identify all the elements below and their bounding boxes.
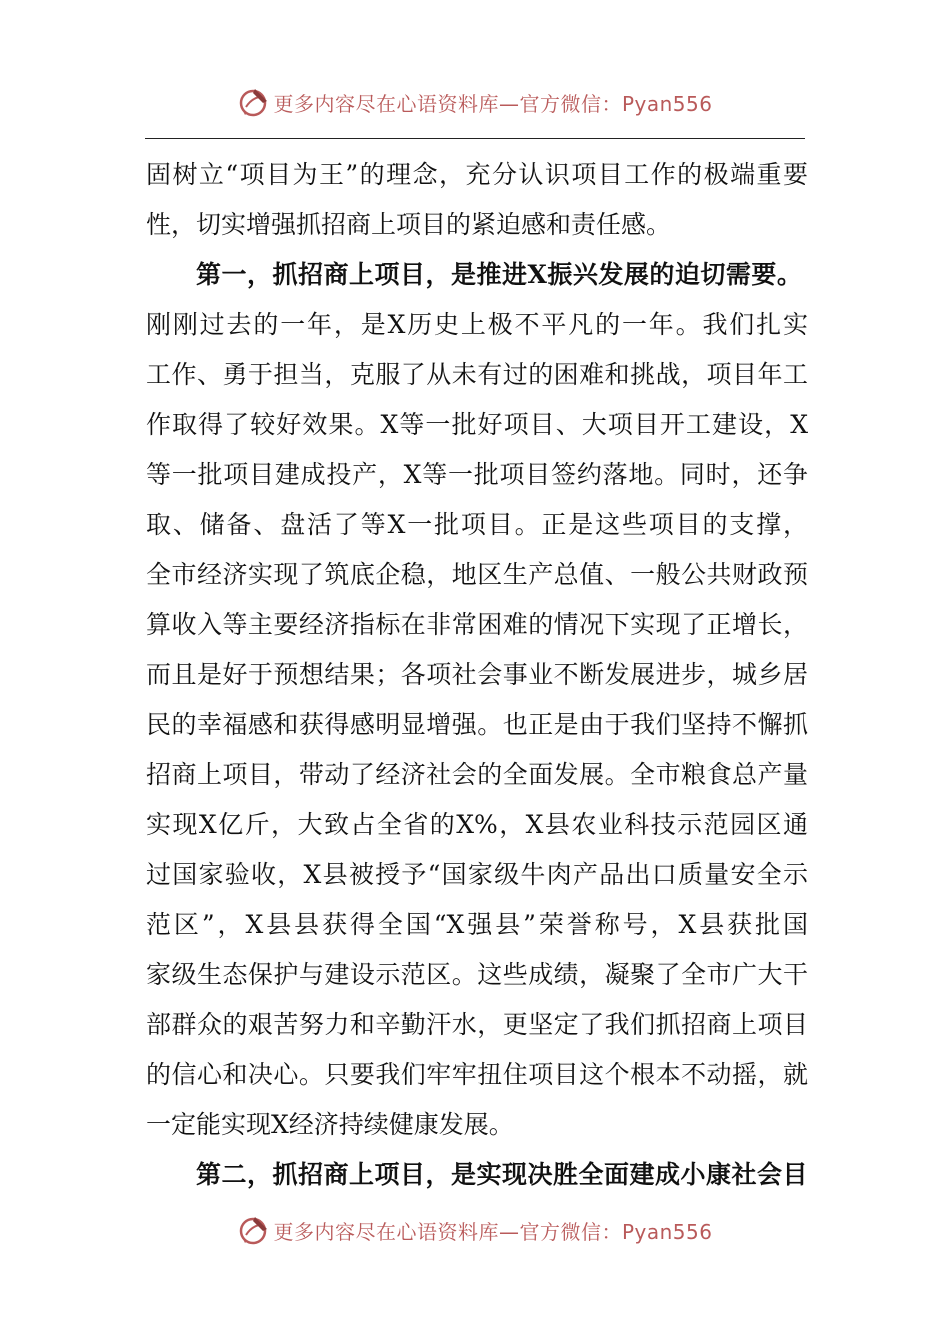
- body-line: 全市经济实现了筑底企稳，地区生产总值、一般公共财政预: [146, 560, 808, 589]
- section-heading-2: 第二，抓招商上项目，是实现决胜全面建成小康社会目: [196, 1160, 809, 1189]
- footer-banner: [0, 1210, 950, 1250]
- body-line: 固树立“项目为王”的理念，充分认识项目工作的极端重要: [146, 160, 808, 189]
- body-line: 部群众的艰苦努力和辛勤汗水，更坚定了我们抓招商上项目: [146, 1010, 808, 1039]
- body-line: 而且是好于预想结果；各项社会事业不断发展进步，城乡居: [146, 660, 808, 689]
- body-line: 实现X亿斤，大致占全省的X%，X县农业科技示范园区通: [146, 810, 808, 839]
- document-body: [146, 150, 808, 1200]
- body-line: 性，切实增强抓招商上项目的紧迫感和责任感。: [146, 210, 672, 239]
- body-line: 范区”，X县县获得全国“X强县”荣誉称号，X县获批国: [146, 910, 808, 939]
- body-line: 算收入等主要经济指标在非常困难的情况下实现了正增长，: [146, 610, 808, 639]
- pen-circle-logo-icon: [237, 85, 271, 119]
- body-line: 工作、勇于担当，克服了从未有过的困难和挑战，项目年工: [146, 360, 808, 389]
- body-line: 等一批项目建成投产，X等一批项目签约落地。同时，还争: [146, 460, 808, 489]
- section-heading-1: 第一，抓招商上项目，是推进X振兴发展的迫切需要。: [196, 260, 803, 289]
- body-line: 一定能实现X经济持续健康发展。: [146, 1110, 514, 1139]
- body-line: 民的幸福感和获得感明显增强。也正是由于我们坚持不懈抓: [146, 710, 808, 739]
- header-divider: [145, 138, 805, 139]
- body-line: 作取得了较好效果。X等一批好项目、大项目开工建设，X: [146, 410, 808, 439]
- body-line: 刚刚过去的一年，是X历史上极不平凡的一年。我们扎实: [146, 310, 808, 339]
- body-line: 家级生态保护与建设示范区。这些成绩，凝聚了全市广大干: [146, 960, 808, 989]
- body-line: 过国家验收，X县被授予“国家级牛肉产品出口质量安全示: [146, 860, 808, 889]
- body-line: 招商上项目，带动了经济社会的全面发展。全市粮食总产量: [146, 760, 808, 789]
- body-line: 的信心和决心。只要我们牢牢扭住项目这个根本不动摇，就: [146, 1060, 808, 1089]
- footer-banner-text: 更多内容尽在心语资料库—官方微信：Pyan556: [273, 1219, 713, 1244]
- header-banner: [0, 82, 950, 122]
- pen-circle-logo-icon: [237, 1213, 271, 1247]
- body-line: 取、储备、盘活了等X一批项目。正是这些项目的支撑，: [146, 510, 808, 539]
- header-banner-text: 更多内容尽在心语资料库—官方微信：Pyan556: [273, 91, 713, 116]
